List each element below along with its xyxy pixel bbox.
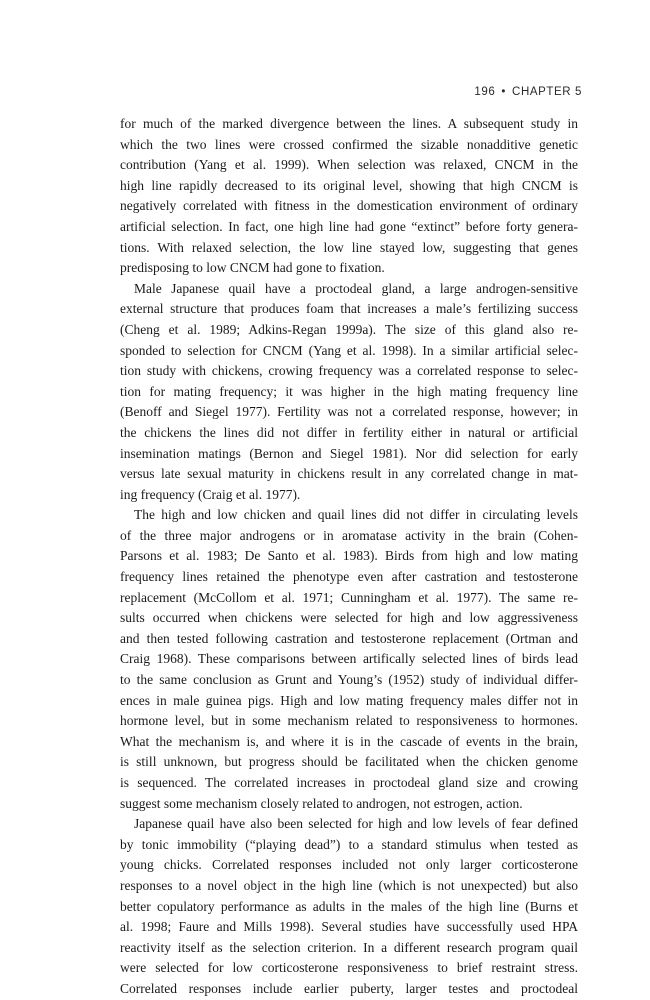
text-line: external structure that produces foam that increases a male’s fertilizing success (120, 301, 578, 317)
text-line: the chickens the lines did not differ in fertility either in natural or artificial (120, 424, 578, 440)
text-line: versus late sexual maturity in chickens result in any correlated change in mat- (120, 466, 578, 482)
bullet-separator: • (501, 86, 507, 98)
text-line: Parsons et al. 1983; De Santo et al. 1983). Birds from high and low mating (120, 548, 578, 564)
text-line: ences in male guinea pigs. High and low mating frequency males differ not in (120, 692, 578, 708)
text-line: is sequenced. The correlated increases in proctodeal gland size and crowing (120, 775, 578, 790)
text-line: tion study with chickens, crowing frequency was a correlated response to selec- (120, 363, 578, 379)
text-line: sults occurred when chickens were selected for high and low aggressiveness (120, 610, 578, 626)
text-line: contribution (Yang et al. 1999). When selection was relaxed, CNCM in the (120, 157, 578, 173)
paragraph (120, 279, 578, 506)
text-line: reactivity itself as the selection criterion. In a different research program quail (120, 939, 578, 955)
text-line: high line rapidly decreased to its original level, showing that high CNCM is (120, 177, 578, 193)
text-line: by tonic immobility (“playing dead”) to a standard stimulus when tested as (120, 836, 578, 852)
text-line: ing frequency (Craig et al. 1977). (120, 486, 301, 502)
text-line: Correlated responses include earlier puberty, larger testes and proctodeal (120, 980, 578, 996)
page-number: 196 (474, 86, 496, 98)
text-line: of the three major androgens or in aromatase activity in the brain (Cohen- (120, 527, 578, 543)
text-line: artificial selection. In fact, one high line had gone “extinct” before forty genera- (120, 218, 578, 234)
text-line: which the two lines were crossed confirmed the sizable nonadditive genetic (120, 136, 578, 152)
text-line: tion for mating frequency; it was higher in the high mating frequency line (120, 383, 578, 399)
text-line: for much of the marked divergence between the lines. A subsequent study in (120, 116, 578, 131)
text-line: What the mechanism is, and where it is in the cascade of events in the brain, (120, 733, 578, 749)
chapter-label: CHAPTER 5 (512, 86, 582, 98)
text-line: suggest some mechanism closely related to androgen, not estrogen, action. (120, 795, 523, 811)
text-line: were selected for low corticosterone responsiveness to brief restraint stress. (120, 960, 578, 976)
text-line: Craig 1968). These comparisons between artifically selected lines of birds lead (120, 651, 578, 667)
text-line: replacement (McCollom et al. 1971; Cunningham et al. 1977). The same re- (120, 589, 578, 605)
text-line: insemination matings (Bernon and Siegel 1981). Nor did selection for early (120, 445, 578, 461)
text-line: tions. With relaxed selection, the low line stayed low, suggesting that genes (120, 239, 578, 255)
paragraph (120, 505, 578, 814)
text-line: frequency lines retained the phenotype even after castration and testosterone (120, 569, 578, 585)
text-line: and then tested following castration and testosterone replacement (Ortman and (120, 630, 578, 646)
text-line: (Benoff and Siegel 1977). Fertility was not a correlated response, however; in (120, 404, 578, 420)
text-line: al. 1998; Faure and Mills 1998). Several studies have successfully used HPA (120, 919, 578, 935)
text-line: predisposing to low CNCM had gone to fixation. (120, 260, 385, 276)
text-line: negatively correlated with fitness in the domestication environment of ordinary (120, 198, 578, 214)
text-line: young chicks. Correlated responses included not only larger corticosterone (120, 857, 578, 873)
text-line: responses to a novel object in the high line (which is not unexpected) but also (120, 877, 578, 893)
text-line: sponded to selection for CNCM (Yang et al. 1998). In a similar artificial selec- (120, 342, 578, 358)
text-line: better copulatory performance as adults in the males of the high line (Burns et (120, 898, 578, 914)
text-line: hormone level, but in some mechanism related to responsiveness to hormones. (120, 713, 578, 729)
text-line: Male Japanese quail have a proctodeal gland, a large androgen-sensitive (134, 280, 578, 296)
text-line: to the same conclusion as Grunt and Young’s (1952) study of individual differ- (120, 672, 578, 688)
text-line: (Cheng et al. 1989; Adkins-Regan 1999a). The size of this gland also re- (120, 321, 578, 337)
running-head (474, 86, 582, 98)
body-text (120, 114, 578, 1000)
text-line: The high and low chicken and quail lines did not differ in circulating levels (134, 507, 578, 523)
text-line: is still unknown, but progress should be facilitated when the chicken genome (120, 754, 578, 770)
text-line: Japanese quail have also been selected for high and low levels of fear defined (134, 816, 578, 832)
paragraph (120, 814, 578, 999)
paragraph (120, 114, 578, 279)
